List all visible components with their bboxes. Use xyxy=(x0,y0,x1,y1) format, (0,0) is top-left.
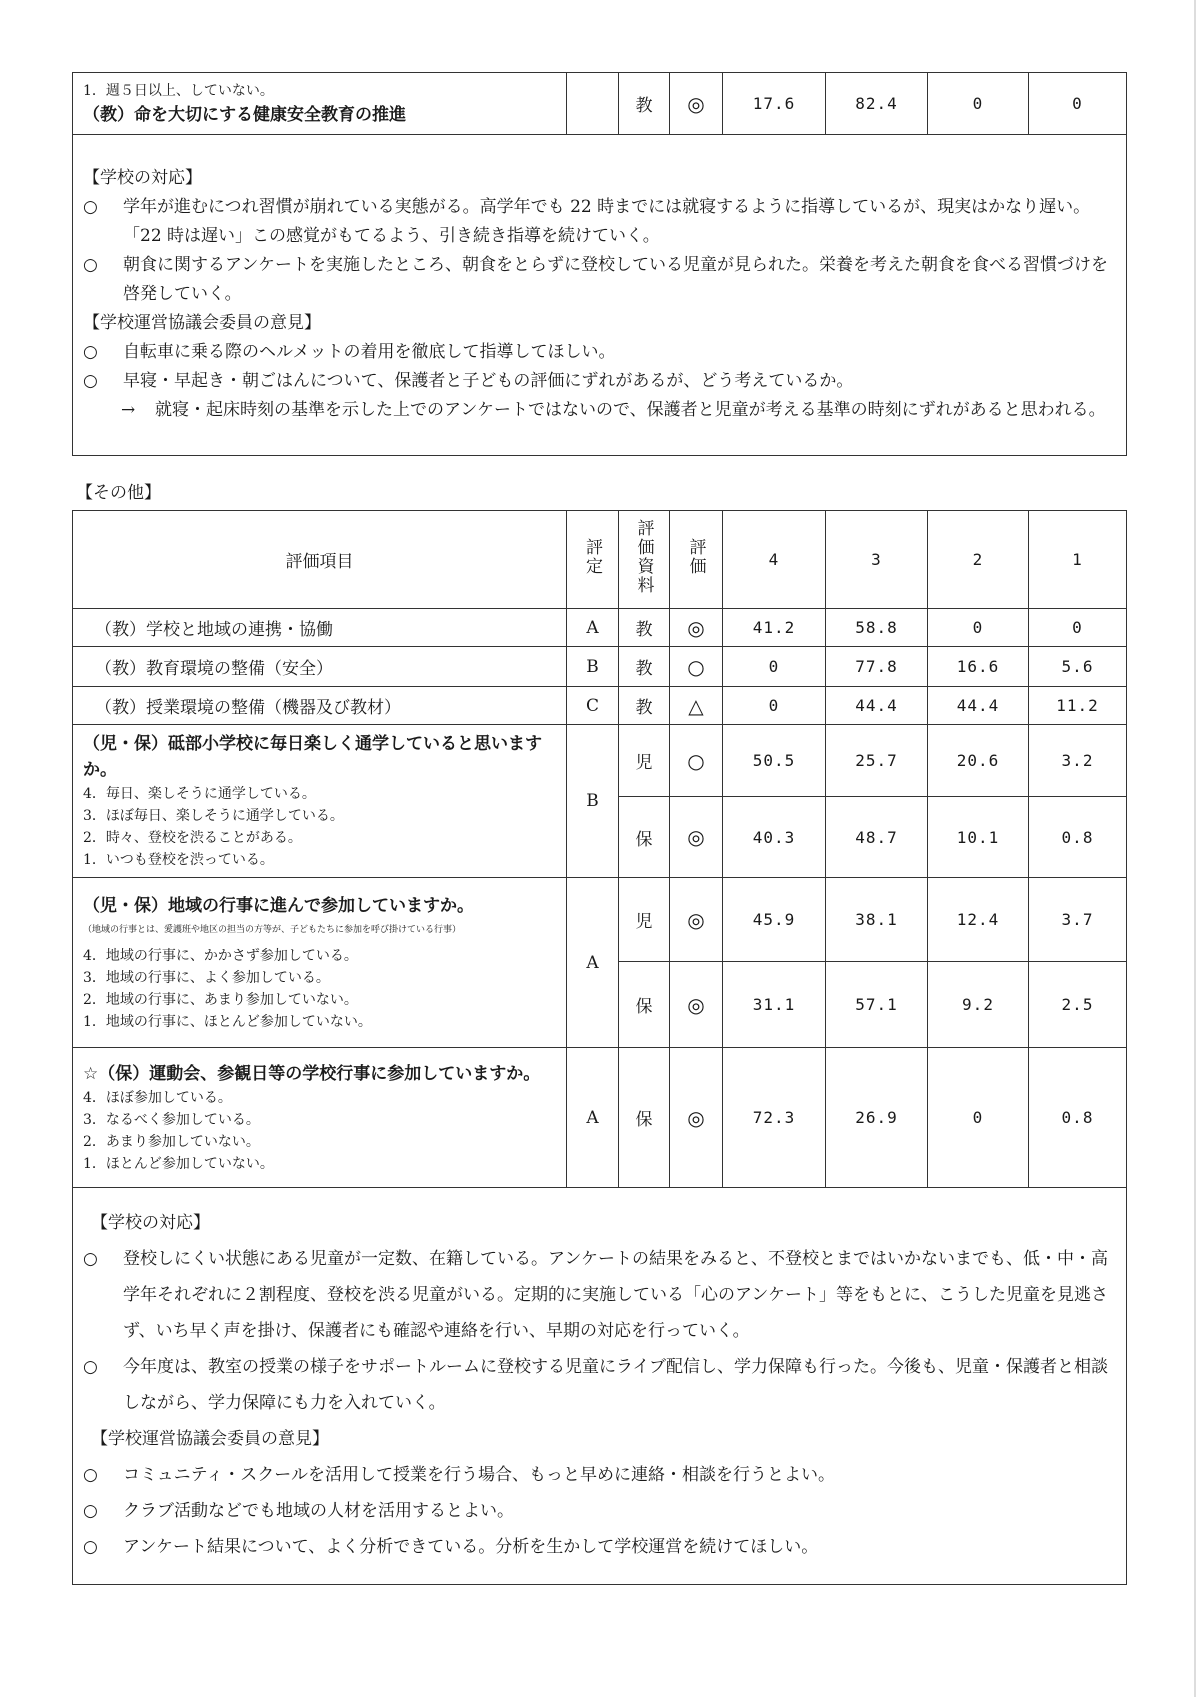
row-value-2: 0 xyxy=(928,1048,1029,1188)
main-evaluation-table xyxy=(72,510,1127,1585)
bullet-circle: ○ xyxy=(83,196,98,217)
row-value-1: 0.8 xyxy=(1029,797,1127,878)
row-value-3: 57.1 xyxy=(826,962,928,1048)
answer-option: 1．地域の行事に、ほとんど参加していない。 xyxy=(83,1013,372,1030)
top-evaluation-table xyxy=(72,72,1127,456)
row-value-4: 41.2 xyxy=(723,609,826,647)
bullet-circle: ○ xyxy=(83,341,98,362)
council-opinion-heading: 【学校運営協議会委員の意見】 xyxy=(83,312,321,333)
header-rating: 評定 xyxy=(582,538,602,576)
top-value-1: 0 xyxy=(1029,73,1127,135)
table-row xyxy=(73,609,1127,647)
row-value-1: 2.5 xyxy=(1029,962,1127,1048)
answer-option: 4．地域の行事に、かかさず参加している。 xyxy=(83,947,358,964)
answer-option: 2．地域の行事に、あまり参加していない。 xyxy=(83,991,358,1008)
bullet-circle: ○ xyxy=(83,370,98,391)
council-opinion-item: ○ 早寝・早起き・朝ごはんについて、保護者と子どもの評価にずれがあるが、どう考えているか。 xyxy=(83,367,1116,396)
row-item: （教）授業環境の整備（機器及び教材） xyxy=(73,687,567,725)
bullet-circle: ○ xyxy=(83,1357,98,1377)
top-rating-cell xyxy=(567,73,619,135)
school-response-item: ○ 今年度は、教室の授業の様子をサポートルームに登校する児童にライブ配信し、学力保障も行った。今後も、児童・保護者と相談しながら、学力保障にも力を入れていく。 xyxy=(83,1349,1116,1421)
answer-option: 1．いつも登校を渋っている。 xyxy=(83,852,274,868)
header-col-4: 4 xyxy=(723,511,826,609)
header-rating-cell xyxy=(567,511,619,609)
row-value-3: 38.1 xyxy=(826,878,928,962)
question-row xyxy=(73,878,1127,962)
row-value-2: 16.6 xyxy=(928,647,1029,687)
top-evaluation-cell: ◎ xyxy=(670,73,723,135)
main-comments-row xyxy=(73,1188,1127,1585)
top-item-cell xyxy=(73,73,567,135)
row-evaluation: ◎ xyxy=(670,797,723,878)
row-rating: A xyxy=(567,1048,619,1188)
top-value-3: 82.4 xyxy=(826,73,928,135)
row-value-2: 20.6 xyxy=(928,725,1029,797)
row-evaluation: △ xyxy=(670,687,723,725)
bullet-circle: ○ xyxy=(83,1501,98,1521)
council-opinion-item: ○ アンケート結果について、よく分析できている。分析を生かして学校運営を続けてほしい。 xyxy=(83,1529,1116,1565)
header-col-1: 1 xyxy=(1029,511,1127,609)
top-comments-cell xyxy=(73,135,1127,456)
row-value-4: 50.5 xyxy=(723,725,826,797)
row-source: 児 xyxy=(619,878,670,962)
row-source: 保 xyxy=(619,962,670,1048)
question-title: （児・保）砥部小学校に毎日楽しく通学していると思いますか。 xyxy=(83,734,542,780)
row-value-3: 25.7 xyxy=(826,725,928,797)
row-value-2: 9.2 xyxy=(928,962,1029,1048)
question-row xyxy=(73,1048,1127,1188)
row-value-1: 3.2 xyxy=(1029,725,1127,797)
header-col-3: 3 xyxy=(826,511,928,609)
header-col-2: 2 xyxy=(928,511,1029,609)
row-value-1: 0.8 xyxy=(1029,1048,1127,1188)
row-evaluation: ◎ xyxy=(670,1048,723,1188)
row-value-4: 31.1 xyxy=(723,962,826,1048)
council-opinion-heading: 【学校運営協議会委員の意見】 xyxy=(91,1429,329,1449)
school-response-item: ○ 学年が進むにつれ習慣が崩れている実態がる。高学年でも 22 時までには就寝するように指導しているが、現実はかなり遅い。「22 時は遅い」この感覚がもてるよう、引き続き指導を続けていく。 xyxy=(83,193,1116,251)
row-value-1: 5.6 xyxy=(1029,647,1127,687)
arrow-icon: → xyxy=(121,399,136,420)
header-source-cell xyxy=(619,511,670,609)
row-rating: B xyxy=(567,725,619,878)
row-value-3: 77.8 xyxy=(826,647,928,687)
question-title: （児・保）地域の行事に進んで参加していますか。 xyxy=(83,895,474,916)
row-evaluation: ○ xyxy=(670,725,723,797)
main-comments-cell xyxy=(73,1188,1127,1585)
bullet-circle: ○ xyxy=(83,1465,98,1485)
school-response-item: ○ 登校しにくい状態にある児童が一定数、在籍している。アンケートの結果をみると、不登校とまではいかないまでも、低・中・高学年それぞれに２割程度、登校を渋る児童がいる。定期的に実施している「心のアンケート」等をもとに、こうした児童を見逃さず、いち早く声を掛け、保護者にも確認や連絡を行い、早期の対応を行っていく。 xyxy=(83,1241,1116,1349)
row-source: 保 xyxy=(619,797,670,878)
row-value-2: 44.4 xyxy=(928,687,1029,725)
row-value-2: 12.4 xyxy=(928,878,1029,962)
answer-option: 2．時々、登校を渋ることがある。 xyxy=(83,830,302,846)
row-value-1: 0 xyxy=(1029,609,1127,647)
row-source: 教 xyxy=(619,647,670,687)
bullet-circle: ○ xyxy=(83,1537,98,1557)
header-item: 評価項目 xyxy=(73,511,567,609)
row-source: 保 xyxy=(619,1048,670,1188)
row-value-1: 11.2 xyxy=(1029,687,1127,725)
row-value-4: 40.3 xyxy=(723,797,826,878)
row-source: 教 xyxy=(619,687,670,725)
answer-option: 4．ほぼ参加している。 xyxy=(83,1089,232,1106)
question-title: ☆（保）運動会、参観日等の学校行事に参加していますか。 xyxy=(83,1063,541,1084)
row-value-2: 0 xyxy=(928,609,1029,647)
top-value-2: 0 xyxy=(928,73,1029,135)
council-opinion-item: ○ クラブ活動などでも地域の人材を活用するとよい。 xyxy=(83,1493,1116,1529)
table-row xyxy=(73,647,1127,687)
question-row xyxy=(73,725,1127,797)
row-rating: B xyxy=(567,647,619,687)
school-response-heading: 【学校の対応】 xyxy=(83,167,202,188)
header-evaluation: 評価 xyxy=(685,538,706,576)
header-evaluation-cell xyxy=(670,511,723,609)
council-opinion-item: ○ 自転車に乗る際のヘルメットの着用を徹底して指導してほしい。 xyxy=(83,338,1116,367)
council-reply: → 就寝・起床時刻の基準を示した上でのアンケートではないので、保護者と児童が考える基準の時刻にずれがあると思われる。 xyxy=(83,396,1116,425)
row-rating: A xyxy=(567,609,619,647)
answer-option: 3．地域の行事に、よく参加している。 xyxy=(83,969,330,986)
row-value-3: 44.4 xyxy=(826,687,928,725)
row-rating: A xyxy=(567,878,619,1048)
question-cell xyxy=(73,878,567,1048)
answer-option: 4．毎日、楽しそうに通学している。 xyxy=(83,786,316,802)
row-evaluation: ◎ xyxy=(670,878,723,962)
top-table-row xyxy=(73,73,1127,135)
header-source: 評価資料 xyxy=(633,519,654,595)
question-note: （地域の行事とは、愛護班や地区の担当の方等が、子どもたちに参加を呼び掛けている行事） xyxy=(83,924,462,935)
answer-option: 1．ほとんど参加していない。 xyxy=(83,1155,274,1172)
school-response-item: ○ 朝食に関するアンケートを実施したところ、朝食をとらずに登校している児童が見られた。栄養を考えた朝食を食べる習慣づけを啓発していく。 xyxy=(83,251,1116,309)
section-title: 【その他】 xyxy=(76,483,161,503)
scan-edge-line xyxy=(1194,0,1196,1697)
top-item-title: （教）命を大切にする健康安全教育の推進 xyxy=(83,104,406,125)
bullet-circle: ○ xyxy=(83,1249,98,1269)
table-row xyxy=(73,687,1127,725)
answer-option: 2．あまり参加していない。 xyxy=(83,1133,260,1150)
row-rating: C xyxy=(567,687,619,725)
row-evaluation: ◎ xyxy=(670,609,723,647)
row-value-1: 3.7 xyxy=(1029,878,1127,962)
top-comments-row xyxy=(73,135,1127,456)
row-source: 児 xyxy=(619,725,670,797)
council-opinion-item: ○ コミュニティ・スクールを活用して授業を行う場合、もっと早めに連絡・相談を行うとよい。 xyxy=(83,1457,1116,1493)
row-value-2: 10.1 xyxy=(928,797,1029,878)
question-cell xyxy=(73,1048,567,1188)
header-row xyxy=(73,511,1127,609)
question-cell xyxy=(73,725,567,878)
row-value-3: 58.8 xyxy=(826,609,928,647)
row-item: （教）学校と地域の連携・協働 xyxy=(73,609,567,647)
row-source: 教 xyxy=(619,609,670,647)
top-value-4: 17.6 xyxy=(723,73,826,135)
row-evaluation: ○ xyxy=(670,647,723,687)
row-evaluation: ◎ xyxy=(670,962,723,1048)
row-value-3: 48.7 xyxy=(826,797,928,878)
top-answer-option: 1．週５日以上、していない。 xyxy=(83,82,274,99)
row-value-4: 45.9 xyxy=(723,878,826,962)
row-value-4: 0 xyxy=(723,687,826,725)
row-value-4: 0 xyxy=(723,647,826,687)
top-source-cell: 教 xyxy=(619,73,670,135)
bullet-circle: ○ xyxy=(83,254,98,275)
row-item: （教）教育環境の整備（安全） xyxy=(73,647,567,687)
row-value-4: 72.3 xyxy=(723,1048,826,1188)
row-value-3: 26.9 xyxy=(826,1048,928,1188)
answer-option: 3．なるべく参加している。 xyxy=(83,1111,260,1128)
answer-option: 3．ほぼ毎日、楽しそうに通学している。 xyxy=(83,808,344,824)
school-response-heading: 【学校の対応】 xyxy=(91,1213,210,1233)
